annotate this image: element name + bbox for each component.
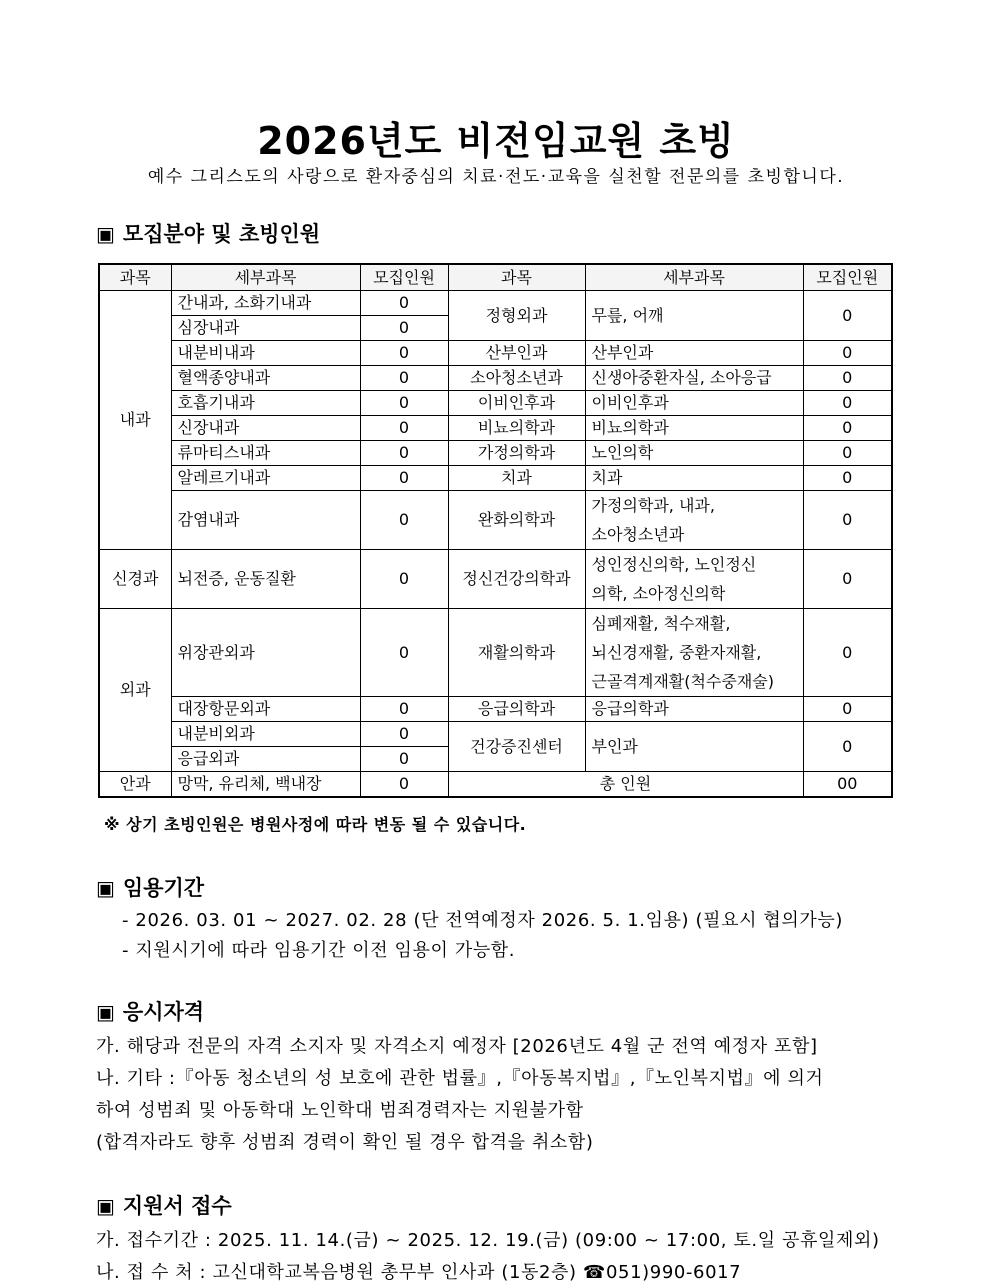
dept-cell: 산부인과 [448,341,585,366]
recruitment-table [98,263,893,798]
dept-cell: 내과 [99,291,171,550]
count-cell: 0 [803,366,892,391]
table-row [99,291,892,316]
sub-cell: 노인의학 [585,441,803,466]
page-title: 2026년도 비전임교원 초빙 [257,119,735,163]
header-dept: 과목 [99,264,171,291]
section-title: 모집분야 및 초빙인원 [122,222,321,246]
sub-cell: 부인과 [585,722,803,772]
dept-cell: 치과 [448,466,585,491]
table-row [99,609,892,697]
sub-cell: 위장관외과 [171,609,360,697]
sub-cell: 산부인과 [585,341,803,366]
count-cell: 0 [360,416,448,441]
count-cell: 0 [360,366,448,391]
table-row [99,550,892,609]
count-cell: 0 [360,341,448,366]
application-line: 나. 접 수 처 : 고신대학교복음병원 총무부 인사과 (1동2층) ☎051)990-6017 [96,1262,742,1283]
header-count: 모집인원 [803,264,892,291]
section-recruit-heading [96,218,320,248]
count-cell: 0 [803,291,892,341]
section-title: 임용기간 [122,876,205,900]
sub-cell: 무릎, 어깨 [585,291,803,341]
section-period-heading [96,872,204,902]
period-line: - 지원시기에 따라 임용기간 이전 임용이 가능함. [122,940,516,961]
qualification-line: 가. 해당과 전문의 자격 소지자 및 자격소지 예정자 [2026년도 4월 군 전역 예정자 포함] [96,1036,818,1057]
table-row [99,366,892,391]
sub-cell: 감염내과 [171,491,360,550]
section-application-heading [96,1190,232,1220]
count-cell: 0 [803,391,892,416]
square-marker-icon: ▣ [96,876,115,900]
sub-cell-multiline [585,491,803,550]
sub-cell: 뇌전증, 운동질환 [171,550,360,609]
dept-cell: 가정의학과 [448,441,585,466]
table-row [99,466,892,491]
header-sub: 세부과목 [171,264,360,291]
dept-cell: 신경과 [99,550,171,609]
total-label: 총 인원 [448,772,803,798]
period-line: - 2026. 03. 01 ~ 2027. 02. 28 (단 전역예정자 2026. 5. 1.임용) (필요시 협의가능) [122,910,843,931]
count-cell: 0 [803,466,892,491]
sub-cell-multiline [585,609,803,697]
table-row [99,772,892,798]
dept-cell: 안과 [99,772,171,798]
sub-line: 의학, 소아정신의학 [591,584,726,603]
dept-cell: 정신건강의학과 [448,550,585,609]
qualification-line: 나. 기타 :『아동 청소년의 성 보호에 관한 법률』,『아동복지법』,『노인복지법』에 의거 [96,1068,824,1089]
sub-cell: 응급의학과 [585,697,803,722]
count-cell: 0 [360,291,448,316]
sub-cell: 신장내과 [171,416,360,441]
section-title: 응시자격 [122,1000,205,1024]
qualification-line: 하여 성범죄 및 아동학대 노인학대 범죄경력자는 지원불가함 [96,1100,584,1121]
sub-cell: 신생아중환자실, 소아응급 [585,366,803,391]
sub-cell: 망막, 유리체, 백내장 [171,772,360,798]
count-cell: 0 [803,609,892,697]
sub-cell: 응급외과 [171,747,360,772]
table-row [99,416,892,441]
sub-cell: 혈액종양내과 [171,366,360,391]
dept-cell: 응급의학과 [448,697,585,722]
count-cell: 0 [360,391,448,416]
count-cell: 0 [360,772,448,798]
count-cell: 0 [803,491,892,550]
square-marker-icon: ▣ [96,222,115,246]
qualification-line: (합격자라도 향후 성범죄 경력이 확인 될 경우 합격을 취소함) [96,1132,594,1153]
count-cell: 0 [360,722,448,747]
sub-line: 뇌신경재활, 중환자재활, [591,643,762,662]
sub-cell: 호흡기내과 [171,391,360,416]
total-count: 00 [803,772,892,798]
sub-cell-multiline [585,550,803,609]
header-count: 모집인원 [360,264,448,291]
dept-cell: 완화의학과 [448,491,585,550]
sub-cell: 비뇨의학과 [585,416,803,441]
sub-cell: 치과 [585,466,803,491]
dept-cell: 정형외과 [448,291,585,341]
application-line: 가. 접수기간 : 2025. 11. 14.(금) ~ 2025. 12. 19.(금) (09:00 ~ 17:00, 토.일 공휴일제외) [96,1230,880,1251]
count-cell: 0 [360,316,448,341]
sub-cell: 대장항문외과 [171,697,360,722]
table-row [99,722,892,747]
sub-line: 소아청소년과 [591,525,685,544]
sub-cell: 내분비내과 [171,341,360,366]
count-cell: 0 [803,441,892,466]
table-row [99,391,892,416]
count-cell: 0 [360,609,448,697]
sub-cell: 내분비외과 [171,722,360,747]
dept-cell: 이비인후과 [448,391,585,416]
table-note: ※ 상기 초빙인원은 병원사정에 따라 변동 될 수 있습니다. [104,815,527,834]
section-title: 지원서 접수 [122,1194,232,1218]
count-cell: 0 [360,466,448,491]
page-subtitle: 예수 그리스도의 사랑으로 환자중심의 치료·전도·교육을 실천할 전문의를 초빙합니다. [147,167,845,187]
header-sub: 세부과목 [585,264,803,291]
sub-cell: 심장내과 [171,316,360,341]
square-marker-icon: ▣ [96,1194,115,1218]
dept-cell: 재활의학과 [448,609,585,697]
count-cell: 0 [360,697,448,722]
dept-cell: 건강증진센터 [448,722,585,772]
table-row [99,441,892,466]
count-cell: 0 [360,441,448,466]
sub-cell: 알레르기내과 [171,466,360,491]
dept-cell: 소아청소년과 [448,366,585,391]
sub-line: 성인정신의학, 노인정신 [591,555,757,574]
count-cell: 0 [803,341,892,366]
count-cell: 0 [360,550,448,609]
count-cell: 0 [803,722,892,772]
sub-cell: 간내과, 소화기내과 [171,291,360,316]
table-row [99,491,892,550]
count-cell: 0 [360,747,448,772]
count-cell: 0 [360,491,448,550]
sub-line: 심폐재활, 척수재활, [591,614,731,633]
count-cell: 0 [803,550,892,609]
sub-cell: 류마티스내과 [171,441,360,466]
table-row [99,697,892,722]
table-row [99,341,892,366]
count-cell: 0 [803,697,892,722]
dept-cell: 외과 [99,609,171,772]
table-header-row [99,264,892,291]
section-qualification-heading [96,996,204,1026]
square-marker-icon: ▣ [96,1000,115,1024]
sub-line: 근골격계재활(척수중재술) [591,672,775,691]
sub-cell: 이비인후과 [585,391,803,416]
count-cell: 0 [803,416,892,441]
sub-line: 가정의학과, 내과, [591,496,715,515]
header-dept: 과목 [448,264,585,291]
dept-cell: 비뇨의학과 [448,416,585,441]
